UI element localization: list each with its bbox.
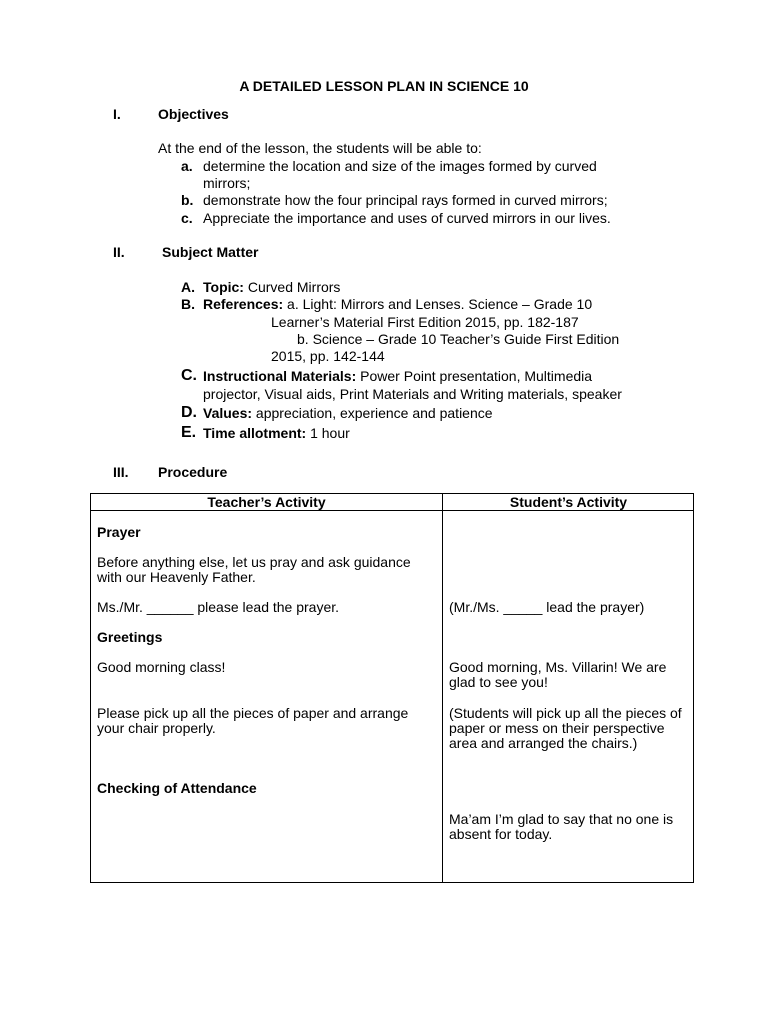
time-letter: E. (181, 424, 197, 441)
time-value: 1 hour (306, 425, 350, 441)
references-label: References: (203, 296, 284, 312)
greetings-heading: Greetings (97, 629, 163, 645)
values-value: appreciation, experience and patience (252, 405, 493, 421)
materials-line2: projector, Visual aids, Print Materials and Writing materials, speaker (203, 386, 622, 402)
references-line (203, 296, 592, 313)
objective-a-line1: determine the location and size of the images formed by curved (203, 158, 597, 174)
teacher-pickup-instruction: Please pick up all the pieces of paper and arrange your chair properly. (97, 705, 409, 736)
student-attendance-response: Ma’am I’m glad to say that no one is absent for today. (449, 811, 674, 842)
time-line (203, 425, 350, 442)
objective-b-line1: demonstrate how the four principal rays formed in curved mirrors; (203, 192, 608, 208)
student-prayer-response: (Mr./Ms. _____ lead the prayer) (449, 599, 645, 615)
objective-a-line2: mirrors; (203, 175, 251, 191)
materials-label: Instructional Materials: (203, 368, 357, 384)
objective-c-line1: Appreciate the importance and uses of curved mirrors in our lives. (203, 210, 611, 226)
reference-a-line1: a. Light: Mirrors and Lenses. Science – Grade 10 (283, 296, 593, 312)
materials-letter: C. (181, 367, 197, 384)
objective-letter-a: a. (181, 158, 193, 174)
values-label: Values: (203, 405, 253, 421)
time-label: Time allotment: (203, 425, 307, 441)
objectives-intro: At the end of the lesson, the students will be able to: (158, 140, 482, 156)
prayer-heading: Prayer (97, 524, 141, 540)
teacher-greeting: Good morning class! (97, 659, 226, 675)
table-column-divider (442, 494, 443, 882)
topic-line (203, 279, 340, 296)
table-header-divider (91, 510, 693, 511)
topic-letter: A. (181, 279, 195, 295)
teacher-activity-header: Teacher’s Activity (207, 494, 326, 510)
student-activity-header: Student’s Activity (509, 494, 628, 510)
document-title: A DETAILED LESSON PLAN IN SCIENCE 10 (239, 78, 529, 94)
student-greeting-response: Good morning, Ms. Villarin! We are glad to see you! (449, 659, 667, 690)
section-heading-objectives: Objectives (158, 106, 229, 122)
prayer-lead: Ms./Mr. ______ please lead the prayer. (97, 599, 340, 615)
attendance-heading: Checking of Attendance (97, 780, 257, 796)
section-heading-procedure: Procedure (158, 464, 228, 480)
reference-b-line1: b. Science – Grade 10 Teacher’s Guide First Edition (297, 331, 620, 347)
reference-b-line2: 2015, pp. 142-144 (271, 348, 385, 364)
section-heading-subject: Subject Matter (162, 244, 259, 260)
procedure-table (90, 493, 694, 883)
references-letter: B. (181, 296, 195, 312)
values-letter: D. (181, 404, 197, 421)
section-numeral-objectives: I. (113, 106, 121, 122)
topic-label: Topic: (203, 279, 244, 295)
objective-letter-c: c. (181, 210, 193, 226)
reference-a-line2: Learner’s Material First Edition 2015, pp. 182-187 (271, 314, 579, 330)
student-pickup-response: (Students will pick up all the pieces of paper or mess on their perspective area and arranged the chairs.) (449, 705, 682, 751)
materials-value-line1: Power Point presentation, Multimedia (356, 368, 593, 384)
topic-value: Curved Mirrors (243, 279, 341, 295)
objective-letter-b: b. (181, 192, 194, 208)
prayer-text: Before anything else, let us pray and ask guidance with our Heavenly Father. (97, 554, 411, 585)
section-numeral-subject: II. (113, 244, 125, 260)
section-numeral-procedure: III. (113, 464, 129, 480)
materials-line1 (203, 368, 592, 385)
values-line (203, 405, 493, 422)
